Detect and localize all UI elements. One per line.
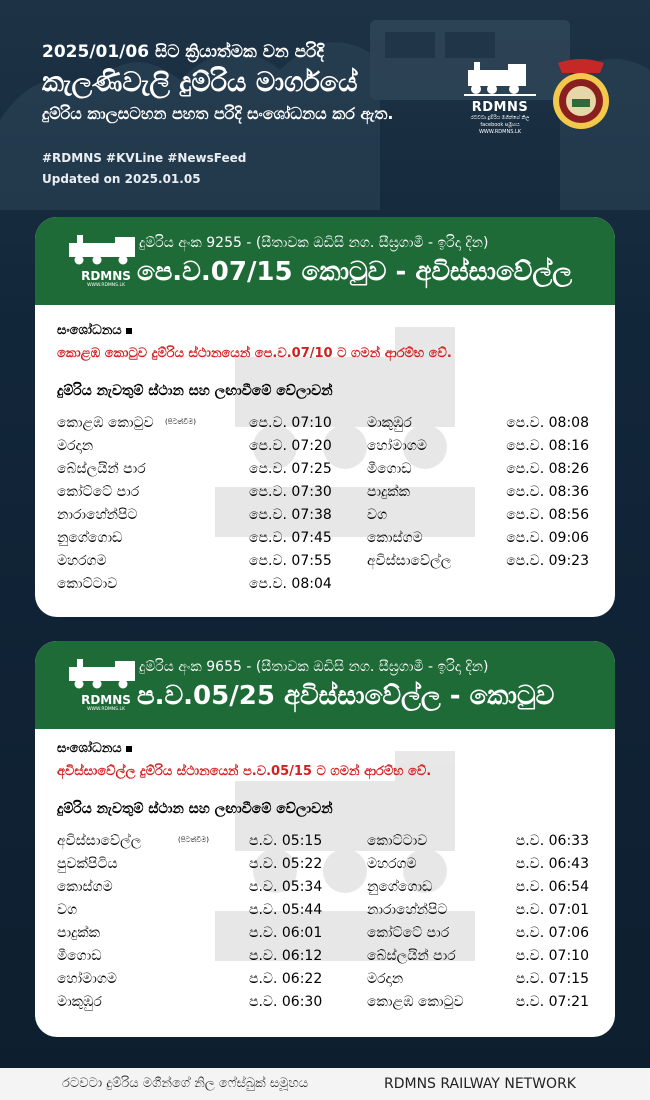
station-name: බේස්ලයින් පාර	[57, 461, 146, 477]
station-name: පාදුක්ක	[57, 925, 101, 941]
arrival-time: පෙ.ව. 08:04	[249, 576, 332, 592]
station-name: හෝමාගම	[367, 438, 427, 454]
card-header	[35, 217, 615, 305]
table-row	[57, 994, 597, 1017]
arrival-time: පෙ.ව. 08:08	[506, 415, 589, 431]
arrival-time: ප.ව. 07:10	[515, 948, 589, 964]
amendment-title	[57, 741, 132, 756]
table-row	[57, 902, 597, 925]
table-row	[57, 948, 597, 971]
arrival-time: පෙ.ව. 07:55	[249, 553, 332, 569]
origin-note: (පිටත්වීම)	[178, 836, 209, 844]
station-name: අවිස්සාවේල්ල	[57, 833, 142, 849]
station-name: හෝමාගම	[57, 971, 117, 987]
arrival-time: ප.ව. 05:34	[249, 879, 323, 895]
station-name: කෝට්ටේ පාර	[367, 925, 450, 941]
station-name: කොස්ගම	[57, 879, 113, 895]
card-logo-text: RDMNS	[81, 269, 131, 283]
card-logo-text: RDMNS	[81, 693, 131, 707]
station-name: මාකුඹුර	[57, 994, 102, 1010]
table-row	[57, 879, 597, 902]
station-name: අවිස්සාවේල්ල	[367, 553, 452, 569]
arrival-time: පෙ.ව. 09:23	[506, 553, 589, 569]
station-name: වග	[367, 507, 388, 523]
station-name: මීගොඩ	[57, 948, 102, 964]
header-effective-date: 2025/01/06 සිට ක්‍රියාත්මක වන පරිදි	[42, 42, 324, 62]
table-row	[57, 530, 597, 553]
footer-english-text: RDMNS RAILWAY NETWORK	[384, 1076, 576, 1092]
table-row	[57, 925, 597, 948]
table-row	[57, 553, 597, 576]
arrival-time: ප.ව. 06:43	[515, 856, 589, 872]
schedule-card-9655	[35, 641, 615, 1037]
station-name: කොළඹ කොටුව	[57, 415, 154, 431]
bullet-square-icon	[126, 746, 132, 752]
arrival-time: ප.ව. 06:30	[249, 994, 323, 1010]
table-row	[57, 438, 597, 461]
footer-sinhala-text: රටවටා දුම්රිය මගීන්ගේ නිල ෆේස්බුක් සමූහය	[62, 1076, 309, 1091]
arrival-time: ප.ව. 07:15	[515, 971, 589, 987]
station-name: මරදාන	[367, 971, 404, 987]
header-block	[42, 40, 393, 126]
table-row	[57, 833, 597, 856]
arrival-time: පෙ.ව. 07:45	[249, 530, 332, 546]
station-name: නාරාහේන්පිට	[57, 507, 138, 523]
train-number: දුම්රිය අංක 9255 - (සීතාවක ඔඩිසි නග. සීඝ්‍රගාමී - ඉරිදා දින)	[139, 235, 489, 251]
amendment-title	[57, 323, 132, 338]
arrival-time: පෙ.ව. 08:16	[506, 438, 589, 454]
card-header	[35, 641, 615, 729]
header-description: දුම්රිය කාලසටහන පහත පරිදි සංශෝධනය කර ඇත.	[42, 104, 394, 123]
stops-section-title: දුම්රිය නැවතුම් ස්ථාන සහ ලඟාවීමේ වේලාවන්	[57, 383, 333, 399]
station-name: කෝට්ටේ පාර	[57, 484, 140, 500]
table-row	[57, 507, 597, 530]
station-name: පුවක්පිටිය	[57, 856, 118, 872]
footer	[0, 1068, 650, 1100]
arrival-time: පෙ.ව. 09:06	[506, 530, 589, 546]
station-name: මාකුඹුර	[367, 415, 412, 431]
arrival-time: ප.ව. 05:44	[249, 902, 323, 918]
station-name: නුගේගොඩ	[367, 879, 433, 895]
origin-note: (පිටත්වීම)	[165, 418, 196, 426]
arrival-time: පෙ.ව. 07:10	[249, 415, 332, 431]
table-row	[57, 461, 597, 484]
logo-url: WWW.RDMNS.LK	[478, 129, 522, 135]
arrival-time: ප.ව. 06:12	[249, 948, 323, 964]
station-name: නාරාහේන්පිට	[367, 902, 448, 918]
station-name: මහරගම	[367, 856, 417, 872]
table-row	[57, 576, 597, 599]
arrival-time: ප.ව. 06:33	[515, 833, 589, 849]
arrival-time: පෙ.ව. 08:36	[506, 484, 589, 500]
arrival-time: ප.ව. 07:01	[515, 902, 589, 918]
bullet-square-icon	[126, 328, 132, 334]
station-name: මහරගම	[57, 553, 107, 569]
station-name: කොස්ගම	[367, 530, 423, 546]
station-name: කොට්ටාව	[57, 576, 118, 592]
amendment-text: අවිස්සාවේල්ල දුම්රිය ස්ථානයෙන් ප.ව.05/15 ට ගමන් ආරම්භ වේ.	[57, 764, 432, 779]
stops-table	[57, 415, 597, 599]
updated-date: Updated on 2025.01.05	[42, 172, 201, 186]
arrival-time: පෙ.ව. 08:56	[506, 507, 589, 523]
arrival-time: පෙ.ව. 07:38	[249, 507, 332, 523]
arrival-time: ප.ව. 05:22	[249, 856, 323, 872]
table-row	[57, 971, 597, 994]
railway-emblem-icon	[548, 55, 614, 135]
amendment-title-text: සංශෝධනය	[57, 323, 122, 338]
arrival-time: ප.ව. 06:01	[249, 925, 323, 941]
schedule-card-9255	[35, 217, 615, 617]
table-row	[57, 415, 597, 438]
station-name: වග	[57, 902, 78, 918]
train-number: දුම්රිය අංක 9655 - (සීතාවක ඔඩිසි නග. සීඝ්‍රගාමී - ඉරිදා දින)	[139, 659, 489, 675]
table-row	[57, 856, 597, 879]
amendment-title-text: සංශෝධනය	[57, 741, 122, 756]
table-row	[57, 484, 597, 507]
arrival-time: ප.ව. 05:15	[249, 833, 323, 849]
station-name: පාදුක්ක	[367, 484, 411, 500]
arrival-time: පෙ.ව. 07:25	[249, 461, 332, 477]
station-name: බේස්ලයින් පාර	[367, 948, 456, 964]
arrival-time: ප.ව. 07:21	[515, 994, 589, 1010]
arrival-time: පෙ.ව. 07:30	[249, 484, 332, 500]
station-name: මීගොඩ	[367, 461, 412, 477]
logo-subtext: රටවටා දුම්රිය මගීන්ගේ නිල facebook සමූහය	[470, 115, 530, 128]
station-name: නුගේගොඩ	[57, 530, 123, 546]
hashtags: #RDMNS #KVLine #NewsFeed	[42, 151, 247, 165]
card-logo-url: WWW.RDMNS.LK	[87, 707, 125, 712]
arrival-time: ප.ව. 06:54	[515, 879, 589, 895]
stops-section-title: දුම්රිය නැවතුම් ස්ථාන සහ ලඟාවීමේ වේලාවන්	[57, 801, 333, 817]
amendment-text: කොළඹ කොටුව දුම්රිය ස්ථානයෙන් පෙ.ව.07/10 ට ගමන් ආරම්භ වේ.	[57, 346, 452, 361]
arrival-time: පෙ.ව. 07:20	[249, 438, 332, 454]
station-name: කොළඹ කොටුව	[367, 994, 464, 1010]
arrival-time: ප.ව. 06:22	[249, 971, 323, 987]
logo-text: RDMNS	[471, 100, 529, 115]
station-name: කොට්ටාව	[367, 833, 428, 849]
train-route: ප.ව.05/25 අවිස්සාවේල්ල - කොටුව	[137, 681, 555, 711]
header-line-name: කැලණිවැලි දුම්රිය මාර්ගයේ	[42, 67, 358, 98]
rdmns-logo	[464, 60, 536, 136]
stops-table	[57, 833, 597, 1017]
train-logo-icon	[464, 60, 536, 96]
arrival-time: පෙ.ව. 08:26	[506, 461, 589, 477]
card-logo-url: WWW.RDMNS.LK	[87, 283, 125, 288]
station-name: මරදාන	[57, 438, 94, 454]
train-route: පෙ.ව.07/15 කොටුව - අවිස්සාවේල්ල	[137, 257, 573, 287]
arrival-time: ප.ව. 07:06	[515, 925, 589, 941]
